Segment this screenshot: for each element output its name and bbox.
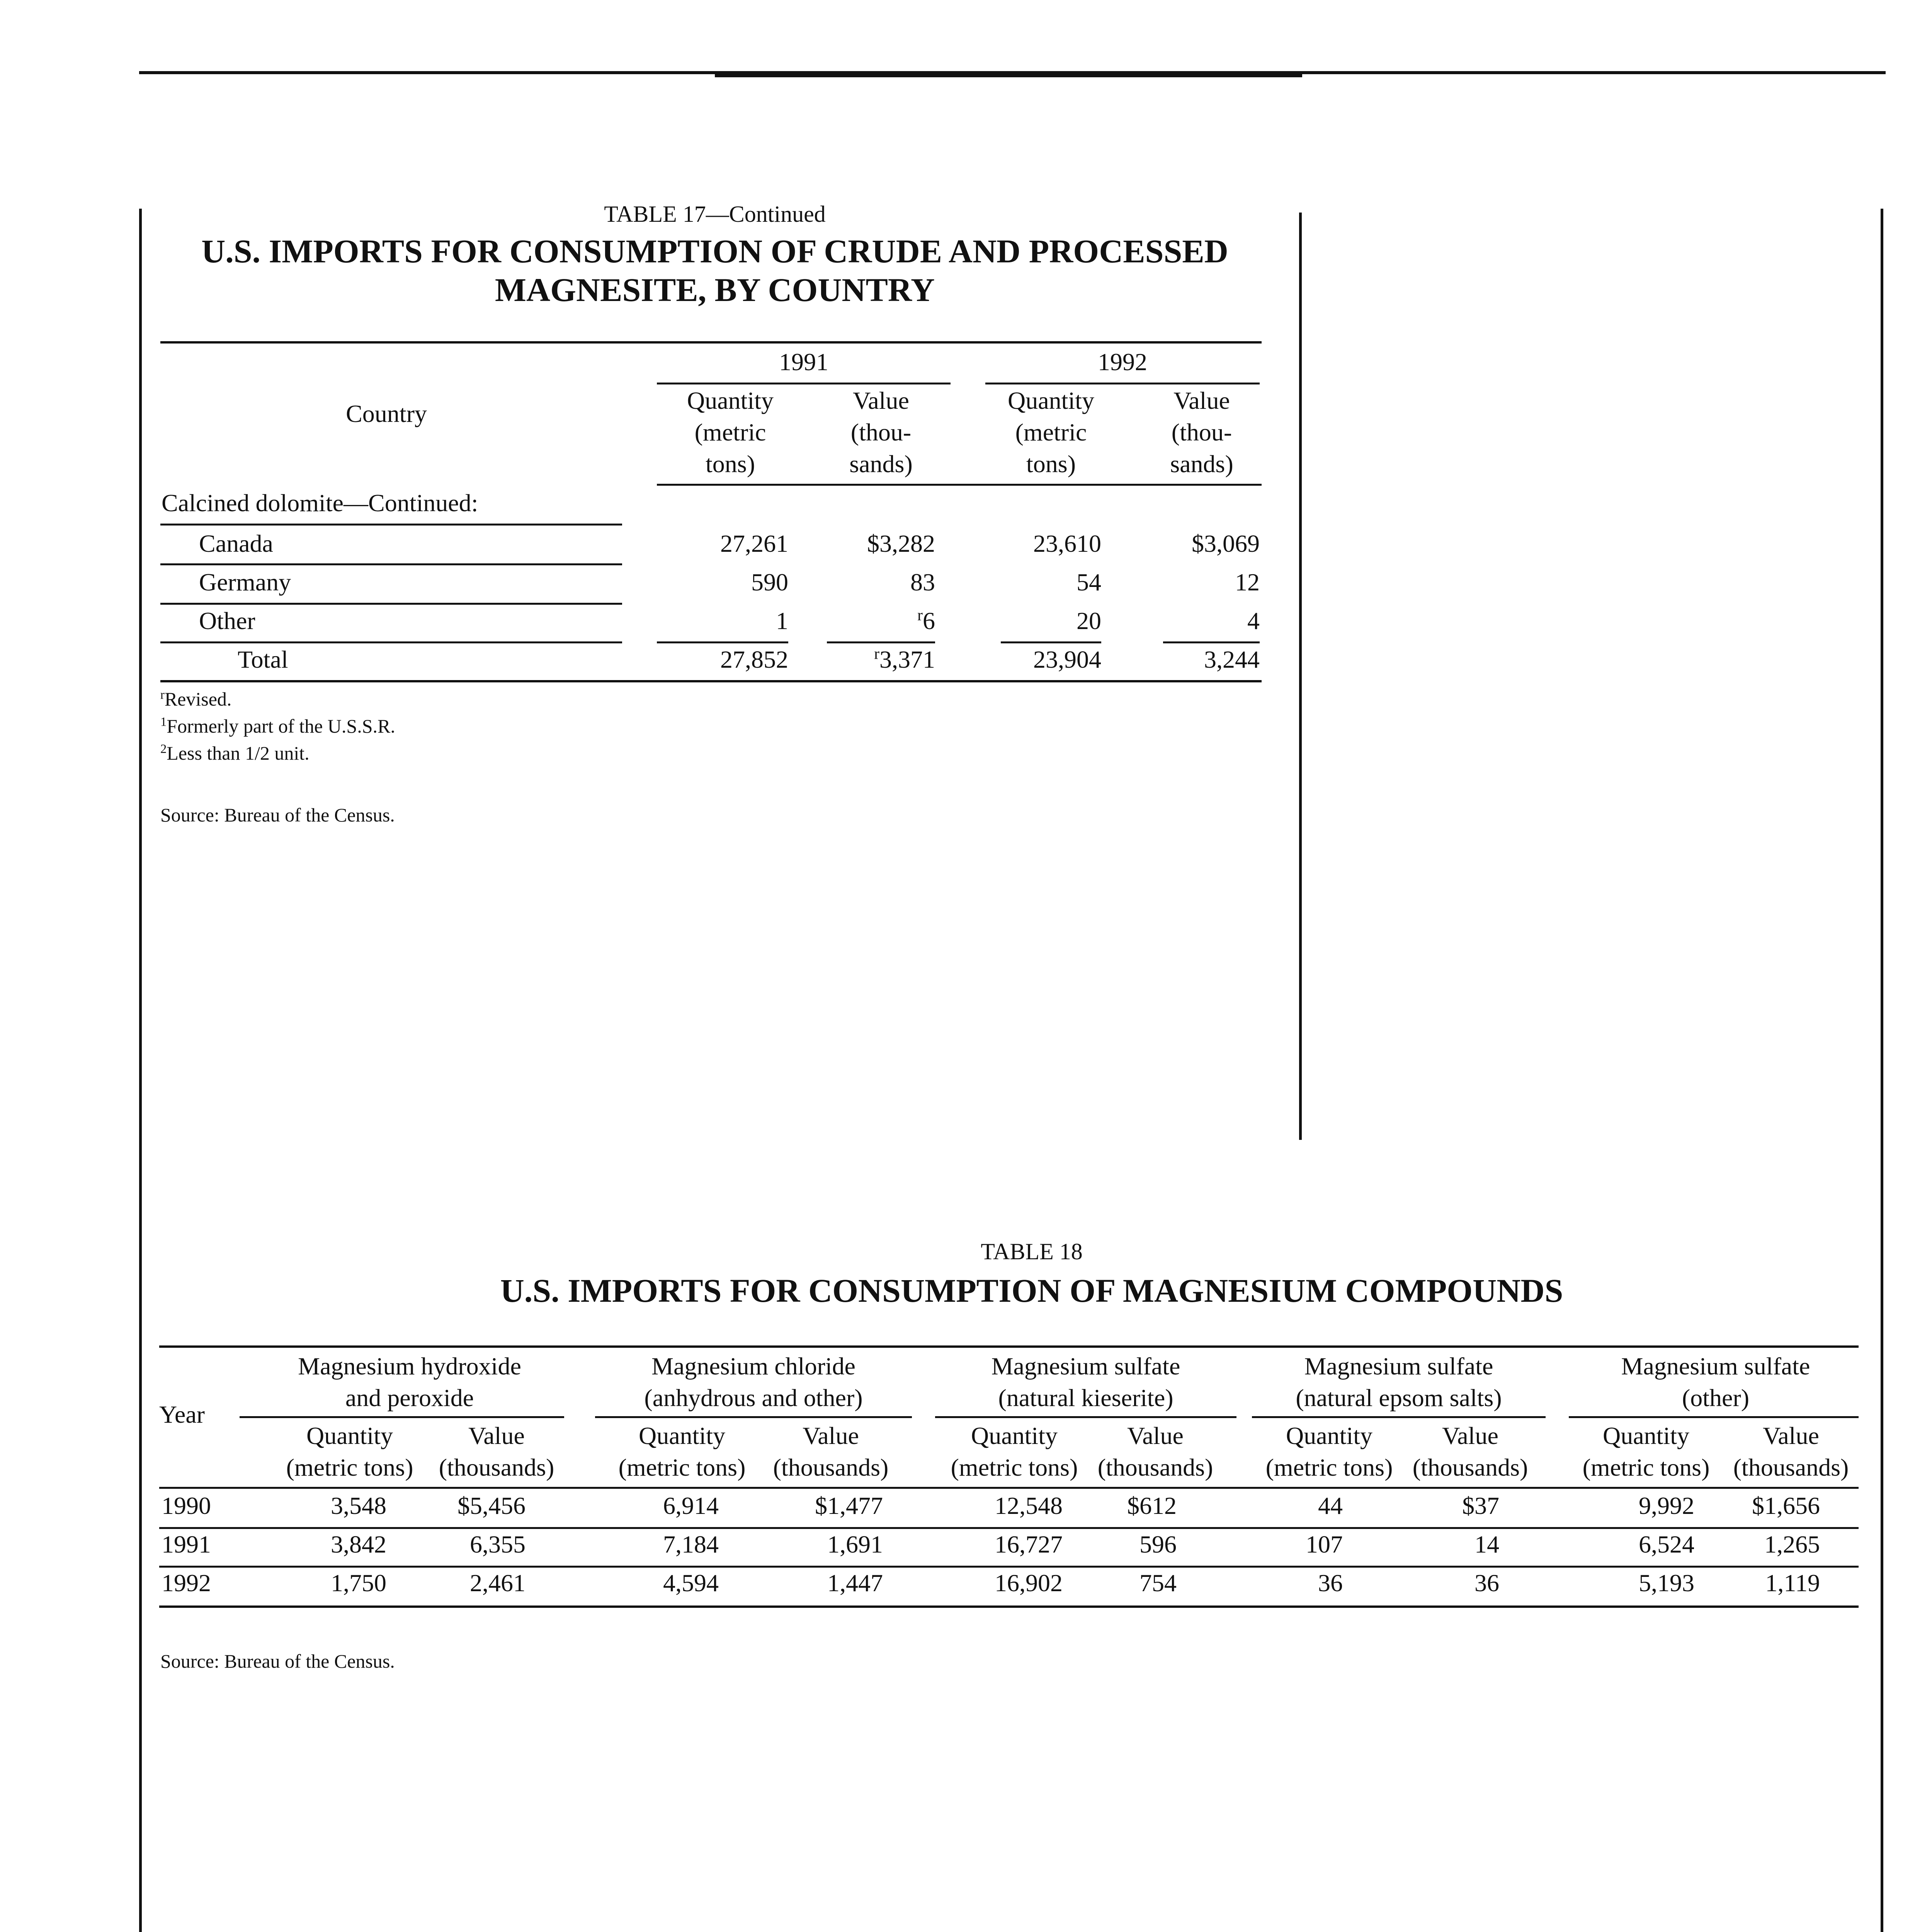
sub-line: (metric tons) [286, 1454, 413, 1481]
table18-cell: $612 [1127, 1492, 1177, 1519]
table18-group-header [255, 1350, 564, 1414]
table18-group-header [1569, 1350, 1862, 1414]
header-line: (thou- [850, 418, 912, 446]
group-line: and peroxide [345, 1384, 474, 1412]
group-line: Magnesium sulfate [1304, 1352, 1493, 1380]
table17-title-line2: MAGNESITE, BY COUNTRY [495, 271, 935, 308]
total-rule [827, 641, 935, 643]
table17-col-country: Country [346, 400, 427, 427]
table18-year: 1992 [162, 1569, 211, 1597]
table17-footnote [160, 715, 395, 737]
table18-cell: 1,119 [1765, 1569, 1820, 1597]
header-line: (thou- [1171, 418, 1232, 446]
footnote-mark: 2 [160, 742, 167, 756]
table18-cell: 9,992 [1639, 1492, 1694, 1519]
group-line: Magnesium sulfate [1621, 1352, 1810, 1380]
group-rule [1252, 1416, 1546, 1418]
sub-line: (metric tons) [618, 1454, 746, 1481]
sub-line: Quantity [639, 1422, 725, 1449]
sub-line: Value [1442, 1422, 1498, 1449]
table18-cell: 754 [1139, 1569, 1177, 1597]
sub-line: Quantity [1286, 1422, 1372, 1449]
table18-cell: 36 [1318, 1569, 1343, 1597]
sub-line: (metric tons) [1582, 1454, 1710, 1481]
table17-v1992-header [1144, 385, 1260, 480]
table17-q1991-header [657, 385, 804, 480]
table17-footnote [160, 742, 310, 764]
table18-subheader-value [1088, 1420, 1223, 1483]
table18-group-header [1252, 1350, 1546, 1414]
group-rule [595, 1416, 912, 1418]
table17-source: Source: Bureau of the Census. [160, 804, 395, 826]
group-line: (natural epsom salts) [1296, 1384, 1502, 1412]
left-margin-rule [139, 209, 142, 1932]
table18-subheader-quantity [1567, 1420, 1725, 1483]
header-line: (metric [694, 418, 766, 446]
sub-line: Quantity [1603, 1422, 1689, 1449]
table18-cell: 14 [1475, 1531, 1499, 1558]
table18-subheader-value [1723, 1420, 1859, 1483]
table18-cell: 1,447 [827, 1569, 883, 1597]
table17-cell: $3,069 [1192, 530, 1260, 557]
table17-top-rule [160, 341, 1262, 344]
table17-row-country: Germany [199, 568, 291, 596]
revised-mark: r [917, 606, 923, 624]
table17-cell: 83 [910, 568, 935, 596]
footnote-text: Revised. [164, 688, 232, 710]
table18-header-rule [159, 1487, 1859, 1489]
sub-line: (metric tons) [951, 1454, 1078, 1481]
table18-cell: 2,461 [470, 1569, 526, 1597]
table17-bottom-rule [160, 680, 1262, 682]
table18-cell: $1,477 [815, 1492, 883, 1519]
table17-cell: 23,904 [1033, 646, 1101, 673]
sub-line: Value [1763, 1422, 1819, 1449]
table18-cell: 107 [1306, 1531, 1343, 1558]
total-rule [1001, 641, 1101, 643]
footnote-mark: r [160, 688, 165, 702]
table18-cell: 1,750 [331, 1569, 386, 1597]
table17-cell: 4 [1247, 607, 1260, 634]
table17-total-label: Total [238, 646, 288, 673]
table17-cell: 27,261 [720, 530, 788, 557]
table17-row-country: Other [199, 607, 255, 634]
sub-line: (thousands) [1733, 1454, 1849, 1481]
cell-value: 6 [923, 607, 935, 634]
sub-line: Value [468, 1422, 525, 1449]
footnote-text: Formerly part of the U.S.S.R. [167, 715, 395, 737]
group-rule [935, 1416, 1236, 1418]
table18-bottom-rule [159, 1605, 1859, 1608]
row-rule [160, 563, 622, 565]
table18-subheader-quantity [603, 1420, 761, 1483]
header-line: Quantity [687, 387, 774, 414]
top-rule-heavy [715, 71, 1302, 77]
table18-top-rule [159, 1345, 1859, 1348]
table17-cell [811, 607, 935, 635]
table18-cell: 3,842 [331, 1531, 386, 1558]
table18-cell: 3,548 [331, 1492, 386, 1519]
table17-section-rule [160, 524, 622, 526]
header-line: tons) [706, 450, 755, 478]
table18-group-header [595, 1350, 912, 1414]
table18-cell: 16,902 [995, 1569, 1063, 1597]
sub-line: (thousands) [773, 1454, 889, 1481]
footnote-text: Less than 1/2 unit. [167, 742, 310, 764]
table17-year1992-rule [985, 383, 1260, 384]
header-line: sands) [1170, 450, 1233, 478]
group-line: Magnesium sulfate [991, 1352, 1180, 1380]
table18-year: 1990 [162, 1492, 211, 1519]
table18-cell: 1,691 [827, 1531, 883, 1558]
table18-group-header [935, 1350, 1236, 1414]
table17-cell: 20 [1077, 607, 1101, 634]
table18-cell: 36 [1475, 1569, 1499, 1597]
table18-year: 1991 [162, 1531, 211, 1558]
table18-cell: $5,456 [457, 1492, 526, 1519]
table17-cell: 590 [751, 568, 788, 596]
sub-line: (thousands) [1097, 1454, 1213, 1481]
table18-subheader-value [763, 1420, 898, 1483]
group-rule [1569, 1416, 1859, 1418]
table17-year-1992: 1992 [1098, 348, 1147, 376]
group-line: Magnesium hydroxide [298, 1352, 521, 1380]
table18-subheader-value [429, 1420, 564, 1483]
table18-subheader-quantity [1250, 1420, 1408, 1483]
table18-cell: 596 [1139, 1531, 1177, 1558]
sub-line: (thousands) [1412, 1454, 1528, 1481]
total-rule [657, 641, 788, 643]
row-rule [160, 641, 622, 643]
table18-subheader-value [1403, 1420, 1538, 1483]
sub-line: Value [1127, 1422, 1184, 1449]
table18-cell: 16,727 [995, 1531, 1063, 1558]
row-rule [159, 1566, 1859, 1568]
row-rule [159, 1527, 1859, 1529]
table18-cell: 6,355 [470, 1531, 526, 1558]
table18-subheader-quantity [270, 1420, 429, 1483]
table18-cell: $37 [1462, 1492, 1499, 1519]
table18-caption: TABLE 18 [981, 1239, 1083, 1264]
table17-v1991-header [811, 385, 951, 480]
header-line: Value [853, 387, 909, 414]
table18-cell: 4,594 [663, 1569, 719, 1597]
table17-cell: 1 [776, 607, 788, 634]
table17-header-rule [657, 484, 1262, 486]
table18-title: U.S. IMPORTS FOR CONSUMPTION OF MAGNESIUM COMPOUNDS [500, 1272, 1563, 1309]
total-rule [1163, 641, 1260, 643]
group-line: (other) [1682, 1384, 1750, 1412]
table17-cell: 54 [1077, 568, 1101, 596]
table17-row-country: Canada [199, 530, 273, 557]
row-rule [160, 603, 622, 605]
column-divider [1299, 213, 1302, 1140]
table17-cell [811, 645, 935, 674]
table18-cell: 5,193 [1639, 1569, 1694, 1597]
table17-section-label: Calcined dolomite—Continued: [162, 489, 478, 517]
sub-line: (metric tons) [1265, 1454, 1393, 1481]
table18-subheader-quantity [935, 1420, 1094, 1483]
revised-mark: r [874, 645, 879, 663]
table17-caption: TABLE 17—Continued [604, 201, 826, 227]
header-line: sands) [849, 450, 913, 478]
table17-title-line1: U.S. IMPORTS FOR CONSUMPTION OF CRUDE AND PROCESSED [201, 233, 1228, 270]
footnote-mark: 1 [160, 715, 167, 729]
right-margin-rule [1881, 209, 1883, 1932]
cell-value: 3,371 [879, 646, 935, 673]
table18-cell: 7,184 [663, 1531, 719, 1558]
table18-cell: 6,524 [1639, 1531, 1694, 1558]
table17-cell: 27,852 [720, 646, 788, 673]
table17-cell: 23,610 [1033, 530, 1101, 557]
group-line: Magnesium chloride [651, 1352, 855, 1380]
table18-cell: 44 [1318, 1492, 1343, 1519]
sub-line: Quantity [306, 1422, 393, 1449]
table18-cell: 1,265 [1764, 1531, 1820, 1558]
header-line: Value [1173, 387, 1230, 414]
table17-cell: 3,244 [1204, 646, 1260, 673]
sub-line: (thousands) [439, 1454, 554, 1481]
table18-col-year: Year [159, 1401, 205, 1428]
table17-cell: $3,282 [867, 530, 935, 557]
group-rule [240, 1416, 564, 1418]
sub-line: Quantity [971, 1422, 1058, 1449]
table17-year-1991: 1991 [779, 348, 828, 376]
table18-cell: 12,548 [995, 1492, 1063, 1519]
header-line: tons) [1026, 450, 1076, 478]
table17-cell: 12 [1235, 568, 1260, 596]
group-line: (natural kieserite) [998, 1384, 1173, 1412]
table17-footnote [160, 688, 231, 710]
table17-year1991-rule [657, 383, 951, 384]
group-line: (anhydrous and other) [644, 1384, 863, 1412]
header-line: Quantity [1008, 387, 1094, 414]
sub-line: Value [803, 1422, 859, 1449]
table18-cell: $1,656 [1752, 1492, 1820, 1519]
table17-q1992-header [981, 385, 1121, 480]
header-line: (metric [1015, 418, 1087, 446]
table18-source: Source: Bureau of the Census. [160, 1650, 395, 1672]
table18-cell: 6,914 [663, 1492, 719, 1519]
